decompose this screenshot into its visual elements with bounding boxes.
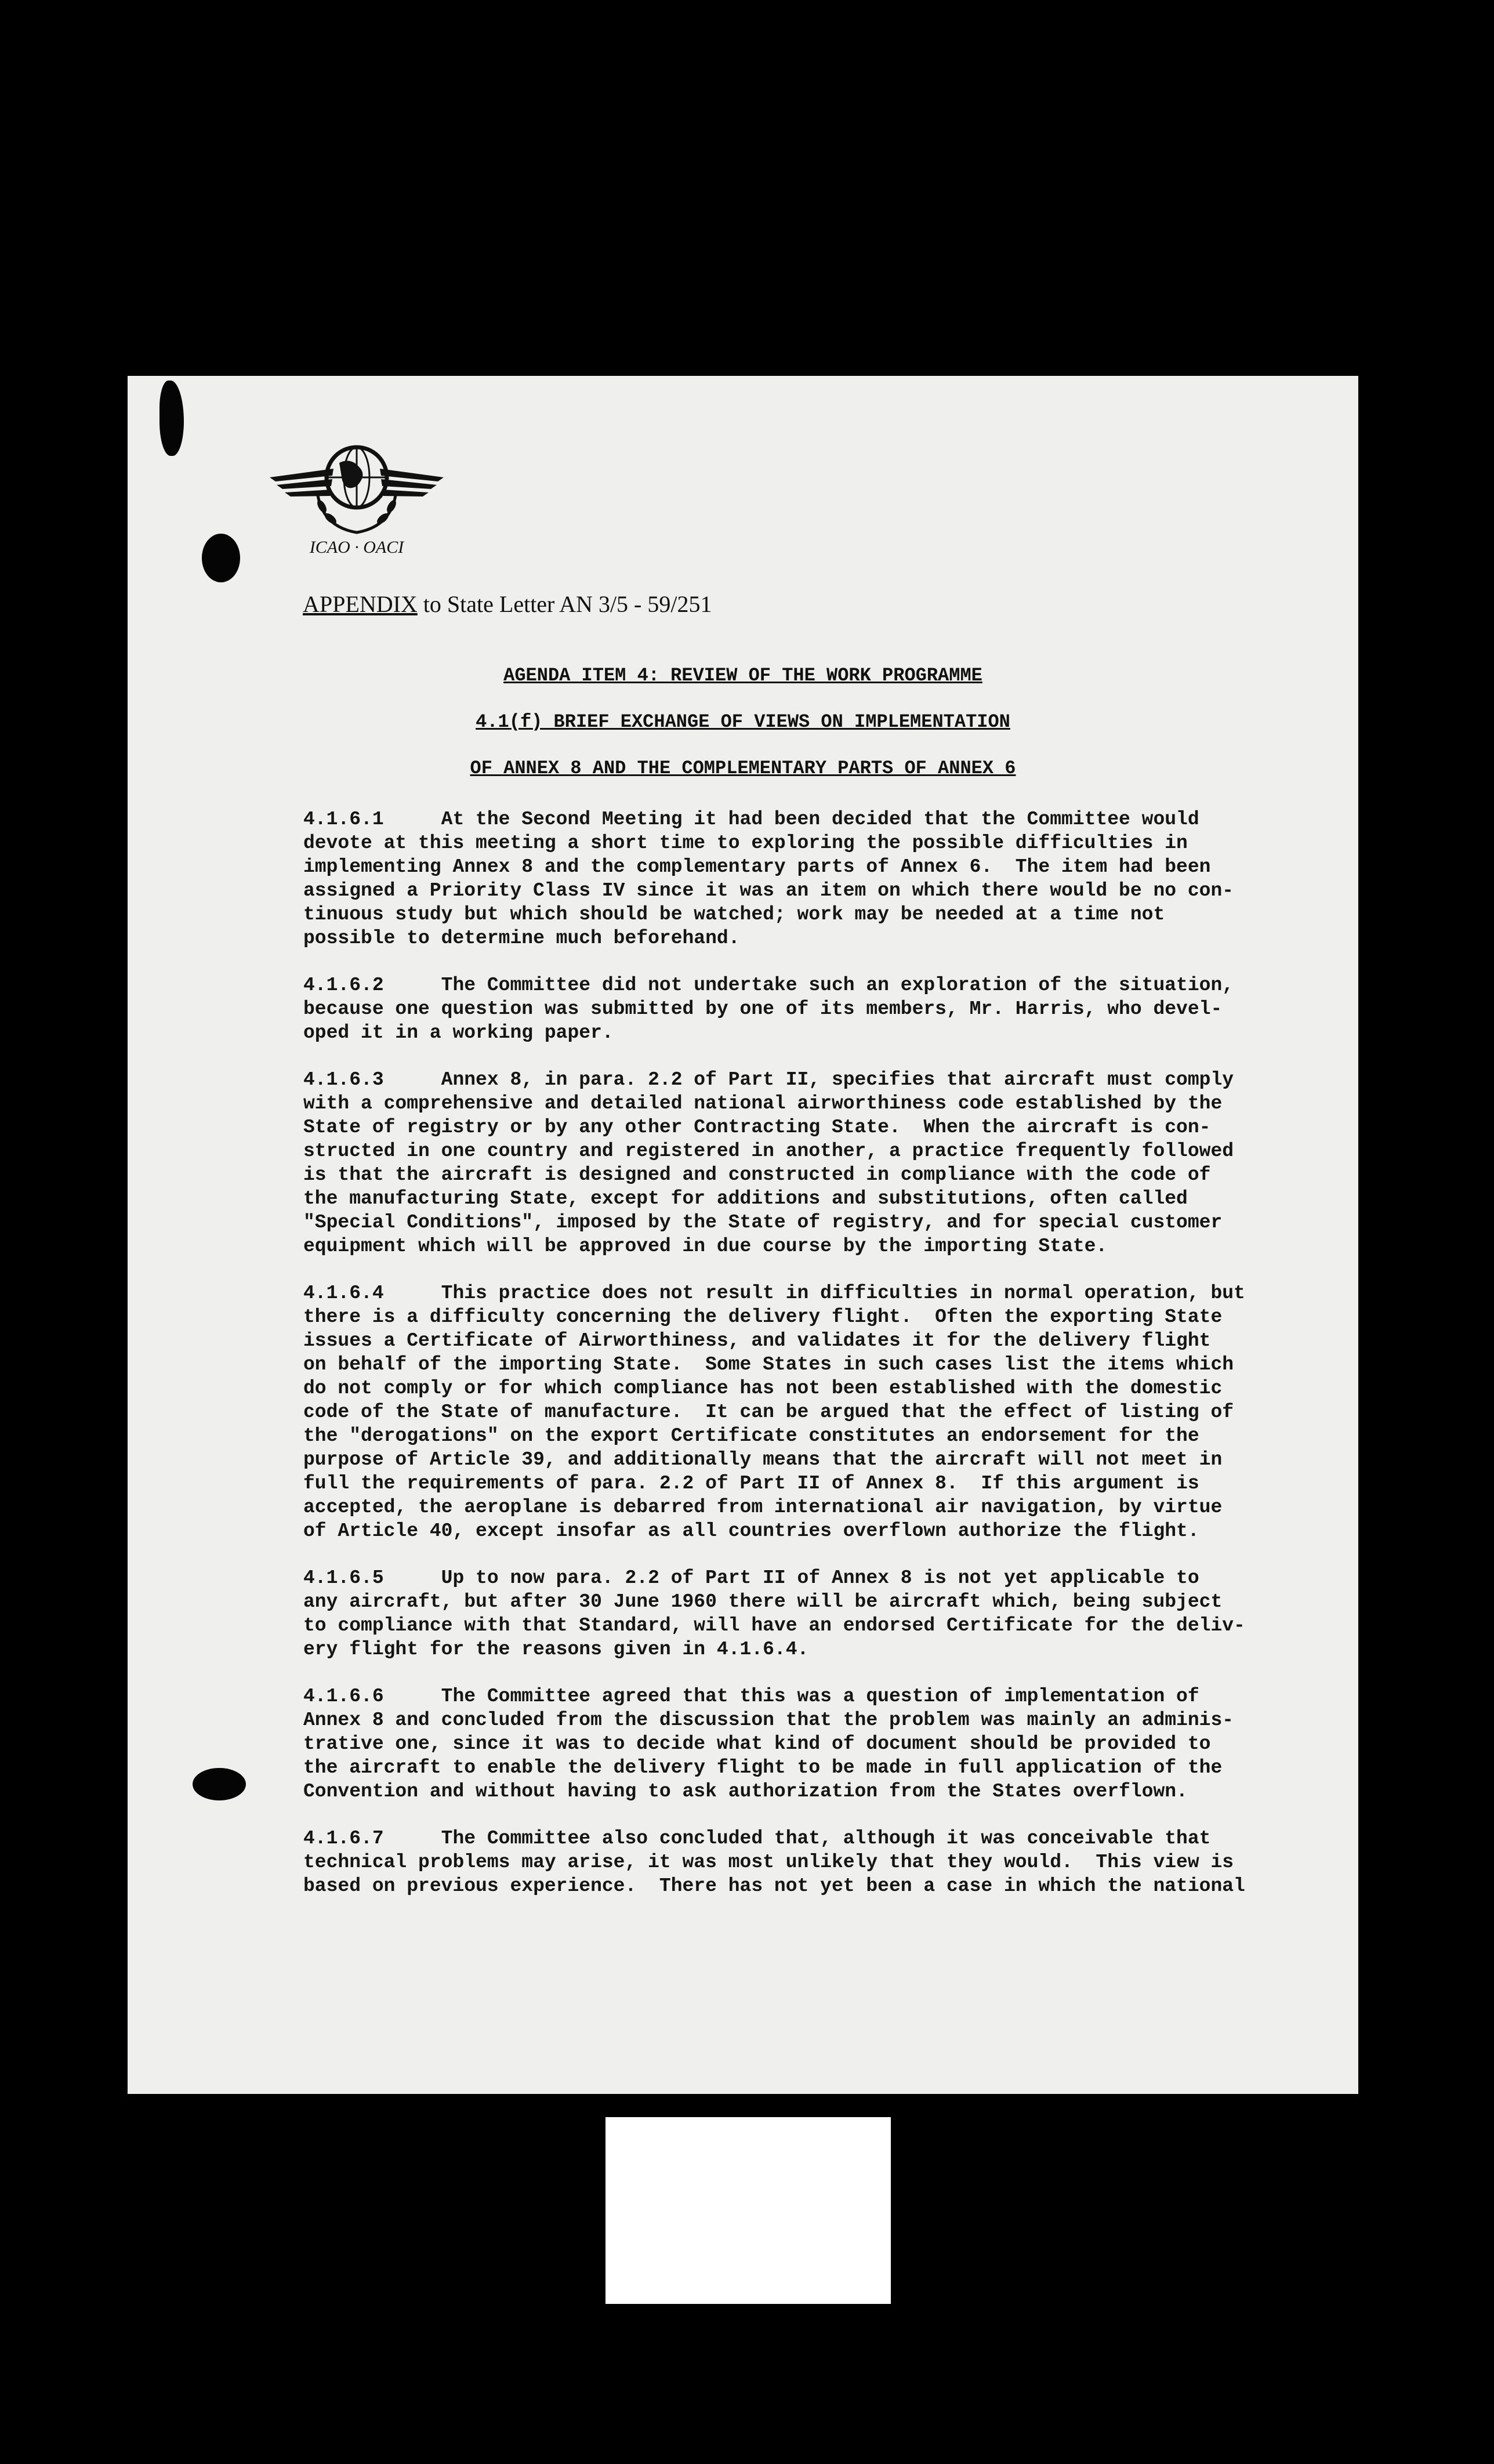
subtitle-line-2: OF ANNEX 8 AND THE COMPLEMENTARY PARTS OF ANNEX 6	[470, 758, 1016, 779]
ink-blot-left	[202, 534, 240, 582]
paragraph-line: on behalf of the importing State. Some States in such cases list the items which	[303, 1354, 1234, 1375]
state-letter-reference: to State Letter AN 3/5 - 59/251	[417, 591, 712, 617]
paragraph-line: trative one, since it was to decide what kind of document should be provided to	[303, 1733, 1211, 1755]
paragraph-line: structed in one country and registered in another, a practice frequently followed	[303, 1140, 1234, 1162]
paragraph-line: is that the aircraft is designed and constructed in compliance with the code of	[303, 1164, 1211, 1186]
paragraph-4-1-6-4	[303, 1281, 1336, 1543]
paragraph-line: any aircraft, but after 30 June 1960 there will be aircraft which, being subject	[303, 1591, 1223, 1613]
appendix-label: APPENDIX	[303, 591, 418, 617]
paragraph-4-1-6-7	[303, 1827, 1336, 1898]
paragraph-line: 4.1.6.4 This practice does not result in difficulties in normal operation, but	[303, 1282, 1245, 1304]
paragraph-line: the aircraft to enable the delivery flight to be made in full application of the	[303, 1757, 1223, 1778]
appendix-header	[303, 590, 712, 618]
paragraph-line: 4.1.6.3 Annex 8, in para. 2.2 of Part II, specifies that aircraft must comply	[303, 1069, 1234, 1090]
paragraph-4-1-6-1	[303, 807, 1336, 950]
paragraph-line: the "derogations" on the export Certificate constitutes an endorsement for the	[303, 1425, 1199, 1447]
paragraph-line: there is a difficulty concerning the delivery flight. Often the exporting State	[303, 1306, 1223, 1328]
paragraph-line: devote at this meeting a short time to exploring the possible difficulties in	[303, 832, 1188, 854]
icao-logo-text: ICAO · OACI	[309, 538, 404, 557]
paragraph-line: implementing Annex 8 and the complementary parts of Annex 6. The item had been	[303, 856, 1211, 878]
ink-blot-top-left	[159, 381, 184, 456]
paragraph-line: equipment which will be approved in due course by the importing State.	[303, 1235, 1108, 1257]
paragraph-4-1-6-2	[303, 973, 1336, 1045]
paragraph-4-1-6-3	[303, 1068, 1336, 1258]
paragraph-line: purpose of Article 39, and additionally means that the aircraft will not meet in	[303, 1449, 1223, 1470]
paragraph-line: assigned a Priority Class IV since it was an item on which there would be no con-	[303, 880, 1234, 901]
paragraph-line: possible to determine much beforehand.	[303, 927, 740, 949]
paragraph-line: of Article 40, except insofar as all countries overflown authorize the flight.	[303, 1520, 1199, 1542]
paragraph-4-1-6-6	[303, 1684, 1336, 1803]
paragraph-line: "Special Conditions", imposed by the State of registry, and for special customer	[303, 1212, 1223, 1233]
paragraph-line: Annex 8 and concluded from the discussion that the problem was mainly an adminis-	[303, 1709, 1234, 1731]
paragraph-line: because one question was submitted by one of its members, Mr. Harris, who devel-	[303, 998, 1223, 1020]
paragraph-line: State of registry or by any other Contracting State. When the aircraft is con-	[303, 1117, 1211, 1138]
paragraph-line: 4.1.6.1 At the Second Meeting it had been decided that the Committee would	[303, 809, 1199, 830]
ink-blot-lower-left	[193, 1768, 246, 1800]
paragraph-line: oped it in a working paper.	[303, 1022, 614, 1043]
paragraph-line: code of the State of manufacture. It can be argued that the effect of listing of	[303, 1401, 1234, 1423]
blank-label-box	[605, 2117, 891, 2304]
paragraph-line: 4.1.6.7 The Committee also concluded that, although it was conceivable that	[303, 1828, 1211, 1849]
paragraph-line: the manufacturing State, except for additions and substitutions, often called	[303, 1188, 1188, 1209]
paragraph-line: 4.1.6.6 The Committee agreed that this was a question of implementation of	[303, 1686, 1199, 1707]
paragraph-line: based on previous experience. There has not yet been a case in which the national	[303, 1875, 1245, 1897]
document-page	[128, 376, 1358, 2094]
paragraph-line: to compliance with that Standard, will have an endorsed Certificate for the deliv-	[303, 1615, 1245, 1636]
paragraph-4-1-6-5	[303, 1566, 1336, 1661]
paragraph-line: Convention and without having to ask authorization from the States overflown.	[303, 1781, 1188, 1802]
paragraph-line: with a comprehensive and detailed national airworthiness code established by the	[303, 1093, 1223, 1114]
paragraph-line: ery flight for the reasons given in 4.1.6.4.	[303, 1639, 809, 1660]
paragraph-line: issues a Certificate of Airworthiness, and validates it for the delivery flight	[303, 1330, 1211, 1351]
paragraph-line: do not comply or for which compliance has not been established with the domestic	[303, 1378, 1223, 1399]
paragraph-line: accepted, the aeroplane is debarred from international air navigation, by virtue	[303, 1496, 1223, 1518]
paragraph-line: 4.1.6.5 Up to now para. 2.2 of Part II of Annex 8 is not yet applicable to	[303, 1567, 1199, 1589]
agenda-item-title: AGENDA ITEM 4: REVIEW OF THE WORK PROGRAMME	[503, 665, 982, 686]
icao-emblem-icon	[264, 422, 449, 559]
document-body	[303, 807, 1336, 1921]
paragraph-line: tinuous study but which should be watched; work may be needed at a time not	[303, 904, 1165, 925]
subtitle-line-1: 4.1(f) BRIEF EXCHANGE OF VIEWS ON IMPLEMENTATION	[476, 711, 1010, 733]
icao-logo	[264, 422, 449, 559]
paragraph-line: full the requirements of para. 2.2 of Part II of Annex 8. If this argument is	[303, 1473, 1199, 1494]
paragraph-line: 4.1.6.2 The Committee did not undertake such an exploration of the situation,	[303, 974, 1234, 996]
paragraph-line: technical problems may arise, it was most unlikely that they would. This view is	[303, 1851, 1234, 1873]
